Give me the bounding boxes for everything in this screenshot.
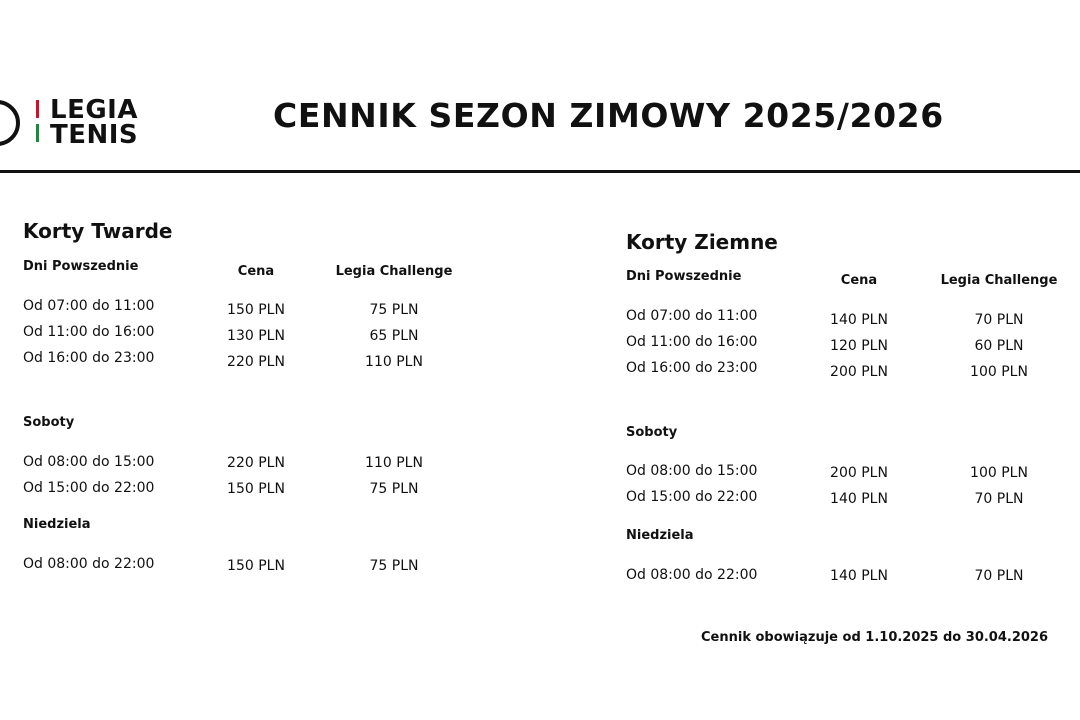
row-price: 200 PLN xyxy=(830,465,888,481)
clay-sunday-label: Niedziela xyxy=(626,528,694,543)
row-time: Od 07:00 do 11:00 xyxy=(626,308,758,324)
row-challenge-price: 100 PLN xyxy=(970,465,1028,481)
row-price: 140 PLN xyxy=(830,312,888,328)
row-price: 150 PLN xyxy=(227,302,285,318)
hard-challenge-header: Legia Challenge xyxy=(335,264,453,279)
hard-weekday-label: Dni Powszednie xyxy=(23,259,139,274)
hard-saturday-label: Soboty xyxy=(23,415,75,430)
hard-courts-title: Korty Twarde xyxy=(23,219,173,243)
row-time: Od 11:00 do 16:00 xyxy=(626,334,758,350)
clay-courts-title: Korty Ziemne xyxy=(626,230,778,254)
row-time: Od 07:00 do 11:00 xyxy=(23,298,155,314)
clay-weekday-label: Dni Powszednie xyxy=(626,269,742,284)
logo-text-tenis: TENIS xyxy=(50,120,139,150)
row-challenge-price: 65 PLN xyxy=(369,328,419,344)
row-price: 150 PLN xyxy=(227,558,285,574)
row-challenge-price: 60 PLN xyxy=(974,338,1024,354)
row-time: Od 08:00 do 22:00 xyxy=(23,556,155,572)
row-challenge-price: 70 PLN xyxy=(974,491,1024,507)
row-time: Od 15:00 do 22:00 xyxy=(23,480,155,496)
row-challenge-price: 70 PLN xyxy=(974,568,1024,584)
row-time: Od 08:00 do 15:00 xyxy=(23,454,155,470)
clay-price-header: Cena xyxy=(840,273,878,288)
row-challenge-price: 75 PLN xyxy=(369,558,419,574)
row-time: Od 15:00 do 22:00 xyxy=(626,489,758,505)
validity-note: Cennik obowiązuje od 1.10.2025 do 30.04.2026 xyxy=(701,630,1049,645)
legia-tenis-logo xyxy=(0,96,160,152)
row-price: 150 PLN xyxy=(227,481,285,497)
clay-saturday-label: Soboty xyxy=(626,425,678,440)
page-title: CENNIK SEZON ZIMOWY 2025/2026 xyxy=(273,96,944,135)
row-time: Od 11:00 do 16:00 xyxy=(23,324,155,340)
clay-challenge-header: Legia Challenge xyxy=(940,273,1058,288)
row-price: 220 PLN xyxy=(227,455,285,471)
logo-red-stripe xyxy=(36,100,39,118)
row-challenge-price: 70 PLN xyxy=(974,312,1024,328)
row-time: Od 08:00 do 15:00 xyxy=(626,463,758,479)
row-challenge-price: 75 PLN xyxy=(369,302,419,318)
row-time: Od 16:00 do 23:00 xyxy=(23,350,155,366)
row-challenge-price: 110 PLN xyxy=(365,354,423,370)
row-time: Od 08:00 do 22:00 xyxy=(626,567,758,583)
row-price: 130 PLN xyxy=(227,328,285,344)
row-challenge-price: 100 PLN xyxy=(970,364,1028,380)
hard-sunday-label: Niedziela xyxy=(23,517,91,532)
row-price: 140 PLN xyxy=(830,491,888,507)
legia-emblem-icon xyxy=(0,100,20,146)
row-price: 220 PLN xyxy=(227,354,285,370)
hard-price-header: Cena xyxy=(237,264,275,279)
row-price: 200 PLN xyxy=(830,364,888,380)
row-time: Od 16:00 do 23:00 xyxy=(626,360,758,376)
row-price: 120 PLN xyxy=(830,338,888,354)
logo-green-stripe xyxy=(36,124,39,142)
row-price: 140 PLN xyxy=(830,568,888,584)
header-divider xyxy=(0,170,1080,173)
logo-text-legia: LEGIA xyxy=(50,95,138,125)
row-challenge-price: 110 PLN xyxy=(365,455,423,471)
row-challenge-price: 75 PLN xyxy=(369,481,419,497)
